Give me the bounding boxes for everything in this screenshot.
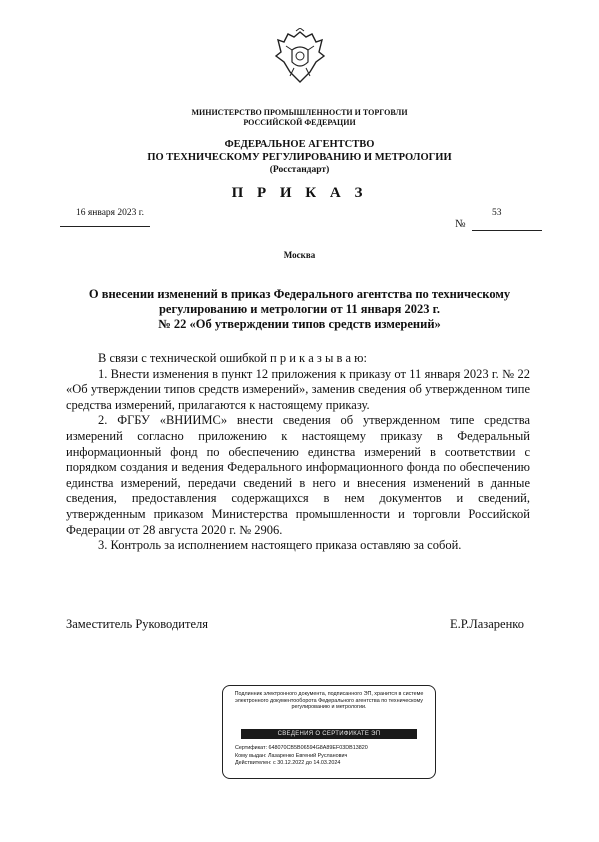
body-intro: В связи с технической ошибкой п р и к а з ы в а ю: [98, 351, 367, 365]
coat-of-arms-emblem [272, 28, 328, 86]
signatory-position: Заместитель Руководителя [66, 617, 208, 631]
order-body [66, 351, 530, 554]
agency-name-line1: ФЕДЕРАЛЬНОЕ АГЕНТСТВО [224, 139, 375, 150]
agency-name-line2: ПО ТЕХНИЧЕСКОМУ РЕГУЛИРОВАНИЮ И МЕТРОЛОГИИ [147, 152, 452, 163]
number-underline [472, 230, 542, 231]
signatory-name: Е.Р.Лазаренко [450, 617, 524, 631]
order-number: 53 [492, 208, 502, 218]
agency-short-name: (Росстандарт) [269, 165, 330, 175]
city-name: Москва [283, 250, 316, 260]
body-item-3: 3. Контроль за исполнением настоящего приказа оставляю за собой. [98, 538, 462, 553]
stamp-certificate-info [235, 745, 431, 768]
stamp-issued-to: Кому выдан: Лазаренко Евгений Русланович [235, 752, 348, 759]
number-sign: № [455, 218, 466, 230]
stamp-certificate-band: СВЕДЕНИЯ О СЕРТИФИКАТЕ ЭП [241, 729, 417, 739]
ministry-name-line2: РОССИЙСКОЙ ФЕДЕРАЦИИ [243, 118, 356, 127]
date-underline [60, 226, 150, 227]
order-subject-line3: № 22 «Об утверждении типов средств измерений» [158, 317, 441, 331]
order-subject-line2: регулированию и метрологии от 11 января 2023 г. [158, 302, 441, 316]
order-date: 16 января 2023 г. [76, 208, 144, 218]
stamp-validity: Действителен: с 30.12.2022 до 14.03.2024 [235, 760, 341, 766]
order-subject-line1: О внесении изменений в приказ Федерального агентства по техническому [88, 287, 511, 301]
stamp-description: Подлинник электронного документа, подписанного ЭП, хранится в системе электронного документооборота Федерального агентства по техническому регулированию и метрологии. [234, 691, 424, 711]
ministry-name-line1: МИНИСТЕРСТВО ПРОМЫШЛЕННОСТИ И ТОРГОВЛИ [191, 108, 408, 117]
stamp-certificate-id: Сертификат: 648070CB5B06594G8A89EF03DB13820 [235, 745, 368, 751]
body-item-1: 1. Внести изменения в пункт 12 приложения к приказу от 11 января 2023 г. № 22 «Об утверждении типов средств измерений», заменив сведения об утвержденном типе средства измерений, прилагаются к настоящему приказу. [66, 366, 530, 412]
document-type-title: П Р И К А З [231, 185, 368, 201]
electronic-signature-stamp [222, 685, 436, 779]
body-item-2: 2. ФГБУ «ВНИИМС» внести сведения об утвержденном типе средства измерений согласно приложению к настоящему приказу в Федеральный информационный фонд по обеспечению единства измерений в соответствии с порядком создания и ведения Федерального информационного фонда по обеспечению единства измерений, передачи сведений в него и внесения изменений в данные сведения, предоставления содержащихся в нем документов и сведений, утвержденным приказом Министерства промышленности и торговли Российской Федерации от 28 августа 2020 г. № 2906. [66, 413, 530, 537]
